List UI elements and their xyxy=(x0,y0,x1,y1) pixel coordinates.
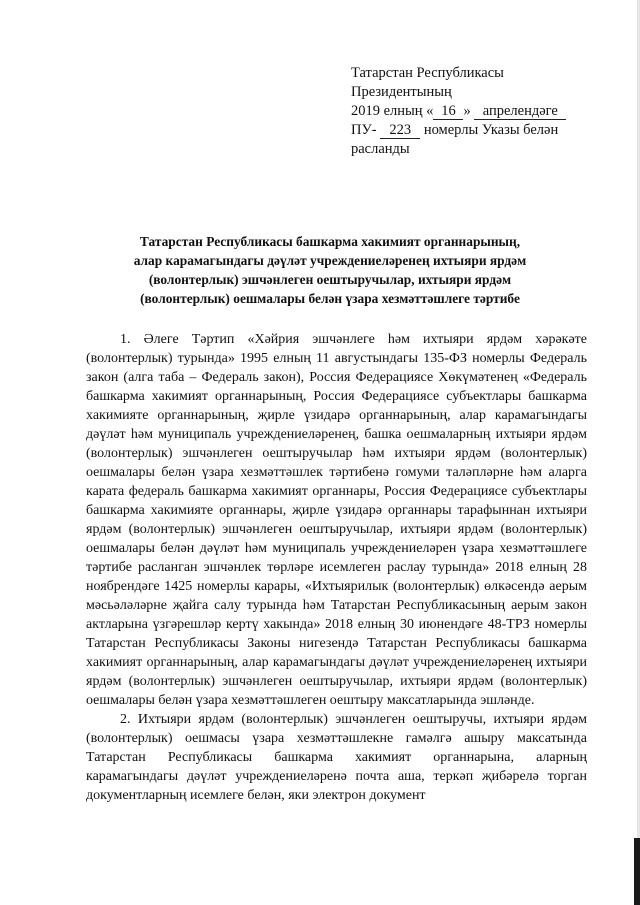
approval-date-mid: » xyxy=(463,103,471,119)
scan-edge-mark xyxy=(634,838,640,905)
approval-stamp xyxy=(351,64,611,159)
approval-line-2: Президентының xyxy=(351,84,452,100)
approval-line-1: Татарстан Республикасы xyxy=(351,65,504,81)
title-line-3: (волонтерлык) эшчәнлеген оештыручылар, ихтыяри ярдәм xyxy=(148,272,512,287)
approval-line-5: расланды xyxy=(351,141,410,157)
approval-number-prefix: ПУ- xyxy=(351,122,377,138)
approval-month: апрелендәге xyxy=(474,104,566,120)
approval-number: 223 xyxy=(380,123,420,139)
approval-number-line xyxy=(351,121,611,140)
approval-day: 16 xyxy=(433,104,463,120)
title-line-4: (волонтерлык) оешмалары белән үзара хезмәттәшлеге тәртибе xyxy=(140,291,520,306)
paragraph-2: 2. Ихтыяри ярдәм (волонтерлык) эшчәнлеген оештыручы, ихтыяри ярдәм (волонтерлык) оешмасы үзара хезмәттәшлекне гамәлгә ашыру максатында Татарстан Республикасы башкарма хакимият органнарына, аларның карамагындагы дәүләт учреждениеләренә почта аша, теркәп җибәрелә торган документларның исемлеге белән, яки электрон документ xyxy=(86,712,587,803)
approval-number-suffix: номерлы Указы белән xyxy=(423,122,559,138)
paragraph-1: 1. Әлеге Тәртип «Хәйрия эшчәнлеге һәм ихтыяри ярдәм хәрәкәте (волонтерлык) турында» 1995 елның 11 августындагы 135-ФЗ номерлы Федераль закон (алга таба – Федераль закон), Россия Федерациясе Хөкүмәтенең «Федераль башкарма хакимият органнарының, Россия Федерациясе субъектлары башкарма хакимияте органнарының, җирле үзидарә органнарының, алар карамагындагы дәүләт һәм муниципаль учреждениеләренең, башка оешмаларның ихтыяри ярдәм (волонтерлык) эшчәнлеген оештыручылар һәм ихтыяри ярдәм (волонтерлык) оешмалары белән үзара хезмәттәшлек тәртибенә гомуми таләпләрне һәм аларга карата федераль башкарма хакимият органнары, Россия Федерациясе субъектлары башкарма хакимияте органнары, җирле үзидарә органнары тарафыннан ихтыяри ярдәм (волонтерлык) эшчәнлеген оештыручылар, ихтыяри ярдәм (волонтерлык) оешмалары белән дәүләт һәм муниципаль учреждениеләрен үзара хезмәттәшлеге тәртибе расланган эшчәнлек төрләре исемлеген раслау турында» 2018 елның 28 ноябрендәге 1425 номерлы карары, «Ихтыярилык (волонтерлык) өлкәсендә аерым мәсьәләләрне җайга салу турында һәм Татарстан Республикасының аерым закон актларына үзгәрешләр кертү хакында» 2018 елның 30 июнендәге 48-ТРЗ номерлы Татарстан Республикасы Законы нигезендә Татарстан Республикасы башкарма хакимият органнарының, алар карамагындагы дәүләт учреждениеләренең ихтыяри ярдәм (волонтерлык) эшчәнлеген оештыручылар, ихтыяри ярдәм (волонтерлык) оешмалары белән үзара хезмәттәшлеген оештыру максатларында эшләнде. xyxy=(86,332,587,708)
document-title xyxy=(100,232,560,308)
document-body xyxy=(86,330,587,805)
approval-date-line xyxy=(351,102,611,121)
title-line-1: Татарстан Республикасы башкарма хакимият органнарының, xyxy=(139,234,521,249)
approval-date-prefix: 2019 елның « xyxy=(351,103,434,119)
title-line-2: алар карамагындагы дәүләт учреждениеләренең ихтыяри ярдәм xyxy=(133,253,527,268)
